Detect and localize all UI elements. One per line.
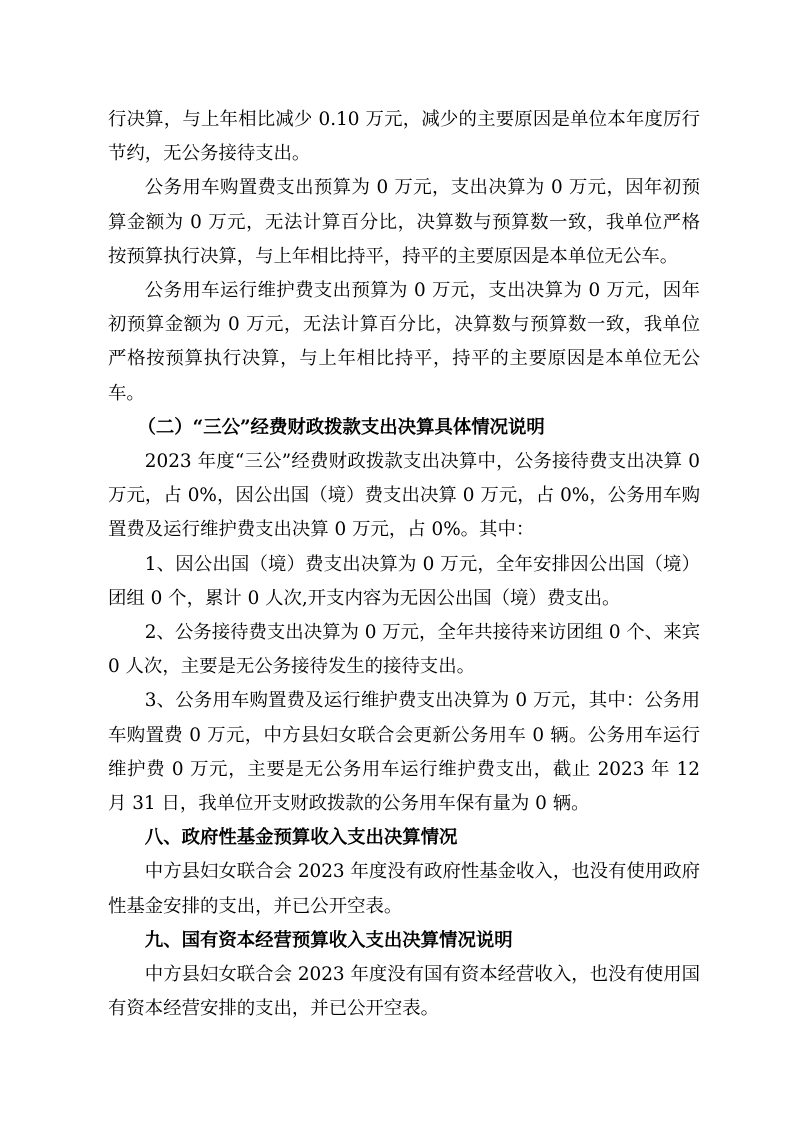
paragraph-reception-continued: 行决算，与上年相比减少 0.10 万元，减少的主要原因是单位本年度厉行节约，无公务接待支出。 — [108, 109, 700, 165]
paragraph-official-reception: 2、公务接待费支出决算为 0 万元，全年共接待来访团组 0 个、来宾 0 人次，主要是无公务接待发生的接待支出。 — [108, 622, 700, 678]
paragraph-overseas-travel: 1、因公出国（境）费支出决算为 0 万元，全年安排因公出国（境）团组 0 个，累计 0 人次,开支内容为无因公出国（境）费支出。 — [108, 553, 700, 609]
paragraph-government-fund: 中方县妇女联合会 2023 年度没有政府性基金收入，也没有使用政府性基金安排的支出，并已公开空表。 — [108, 861, 700, 917]
paragraph-official-vehicles: 3、公务用车购置费及运行维护费支出决算为 0 万元，其中：公务用车购置费 0 万元，中方县妇女联合会更新公务用车 0 辆。公务用车运行维护费 0 万元，主要是无公务用车运行维护费支出，截止 2023 年 12 月 31 日，我单位开支财政拨款的公务用车保有量为 0 辆。 — [108, 690, 700, 815]
paragraph-vehicle-maintenance: 公务用车运行维护费支出预算为 0 万元，支出决算为 0 万元，因年初预算金额为 0 万元，无法计算百分比，决算数与预算数一致，我单位严格按预算执行决算，与上年相比持平，持平的主要原因是本单位无公车。 — [108, 280, 700, 404]
paragraph-state-capital: 中方县妇女联合会 2023 年度没有国有资本经营收入，也没有使用国有资本经营安排的支出，并已公开空表。 — [108, 964, 700, 1020]
section-heading-state-capital: 九、国有资本经营预算收入支出决算情况说明 — [144, 929, 513, 951]
paragraph-vehicle-purchase: 公务用车购置费支出预算为 0 万元，支出决算为 0 万元，因年初预算金额为 0 万元，无法计算百分比，决算数与预算数一致，我单位严格按预算执行决算，与上年相比持平，持平的主要原因是本单位无公车。 — [108, 177, 700, 267]
paragraph-three-public-summary: 2023 年度“三公”经费财政拨款支出决算中，公务接待费支出决算 0 万元，占 0%，因公出国（境）费支出决算 0 万元，占 0%，公务用车购置费及运行维护费支出决算 0 万元，占 0%。其中： — [108, 451, 700, 541]
section-heading-government-fund: 八、政府性基金预算收入支出决算情况 — [144, 827, 458, 849]
section-heading-three-public-details: （二）“三公”经费财政拨款支出决算具体情况说明 — [137, 416, 545, 438]
document-body — [108, 103, 700, 1026]
